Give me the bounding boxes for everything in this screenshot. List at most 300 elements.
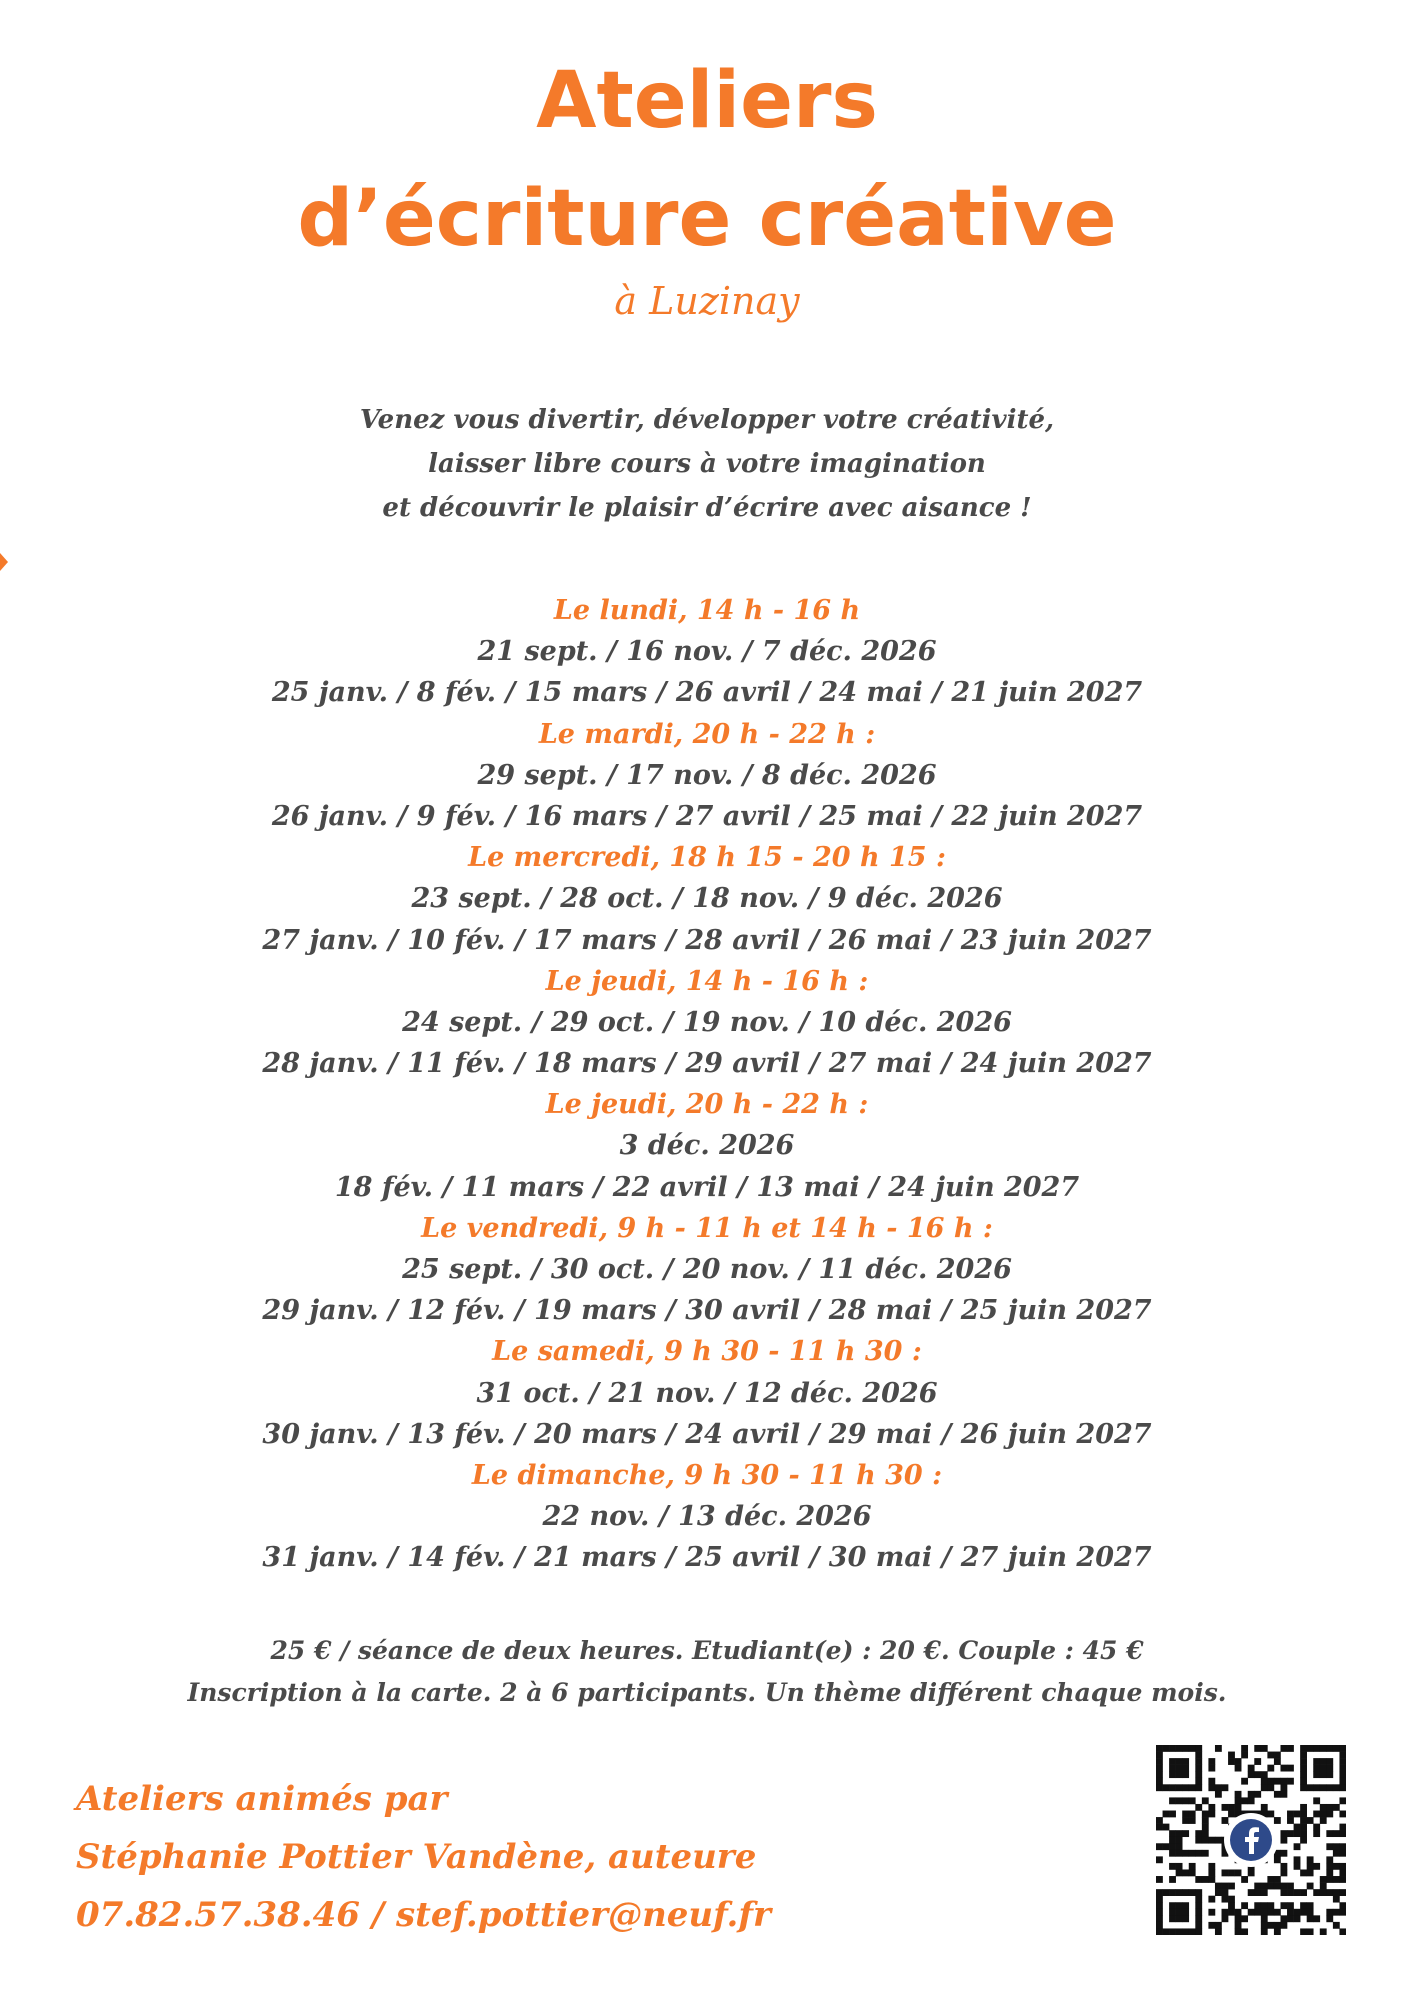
qr-module [1300,1752,1307,1759]
qr-module [1280,1765,1287,1772]
qr-module [1241,1902,1248,1909]
qr-module [1195,1784,1202,1791]
qr-module [1195,1745,1202,1752]
qr-module [1267,1922,1274,1929]
qr-module [1320,1928,1327,1935]
qr-module [1222,1896,1229,1903]
qr-module [1248,1909,1255,1916]
qr-module [1274,1883,1281,1890]
qr-module [1254,1889,1261,1896]
qr-module [1326,1784,1333,1791]
qr-module [1326,1830,1333,1837]
schedule-dates-2027: 18 fév. / 11 mars / 22 avril / 13 mai / 24 juin 2027 [334,1171,1080,1203]
qr-module [1195,1837,1202,1844]
qr-module [1169,1784,1176,1791]
qr-module [1294,1830,1301,1837]
qr-module [1339,1758,1346,1765]
qr-module [1287,1811,1294,1818]
qr-module [1307,1883,1314,1890]
qr-module [1267,1765,1274,1772]
schedule-dates-2026: 22 nov. / 13 déc. 2026 [542,1501,872,1533]
qr-module [1235,1928,1242,1935]
qr-module [1156,1824,1163,1831]
qr-module [1208,1876,1215,1883]
schedule-dates-2026: 29 sept. / 17 nov. / 8 déc. 2026 [477,759,937,791]
qr-module [1182,1784,1189,1791]
email-link[interactable]: stef.pottier@neuf.fr [396,1895,771,1935]
qr-module [1274,1752,1281,1759]
qr-module [1241,1745,1248,1752]
qr-module [1339,1797,1346,1804]
qr-module [1294,1889,1301,1896]
qr-module [1320,1889,1327,1896]
qr-module [1202,1850,1209,1857]
qr-code-icon[interactable] [1156,1745,1346,1935]
qr-module [1222,1915,1229,1922]
qr-module [1326,1876,1333,1883]
qr-module [1287,1817,1294,1824]
qr-module [1182,1771,1189,1778]
qr-module [1313,1830,1320,1837]
qr-module [1195,1889,1202,1896]
qr-module [1176,1797,1183,1804]
qr-module [1320,1758,1327,1765]
intro-line: Venez vous divertir, développer votre créativité, [359,405,1055,435]
qr-module [1176,1765,1183,1772]
qr-module [1280,1863,1287,1870]
qr-module [1287,1778,1294,1785]
qr-module [1326,1765,1333,1772]
qr-module [1176,1902,1183,1909]
qr-module [1333,1784,1340,1791]
qr-module [1176,1850,1183,1857]
qr-module [1169,1902,1176,1909]
schedule-day: Le lundi, 14 h - 16 h [553,595,861,626]
qr-module [1195,1902,1202,1909]
qr-module [1339,1830,1346,1837]
qr-module [1274,1817,1281,1824]
qr-module [1300,1758,1307,1765]
qr-module [1195,1928,1202,1935]
qr-module [1215,1922,1222,1929]
qr-module [1307,1856,1314,1863]
price-line: 25 € / séance de deux heures. Etudiant(e) : 20 €. Couple : 45 € [270,1636,1144,1665]
qr-module [1339,1752,1346,1759]
qr-module [1280,1889,1287,1896]
qr-module [1215,1928,1222,1935]
qr-module [1222,1869,1229,1876]
qr-module [1156,1817,1163,1824]
qr-module [1274,1791,1281,1798]
qr-module [1189,1863,1196,1870]
qr-module [1228,1758,1235,1765]
qr-module [1313,1915,1320,1922]
qr-module [1156,1784,1163,1791]
qr-module [1326,1771,1333,1778]
qr-module [1261,1915,1268,1922]
intro-text [0,398,1414,530]
qr-module [1339,1902,1346,1909]
schedule-dates-2027: 30 janv. / 13 fév. / 20 mars / 24 avril / 29 mai / 26 juin 2027 [262,1418,1152,1450]
qr-module [1189,1797,1196,1804]
qr-module [1280,1791,1287,1798]
qr-module [1182,1745,1189,1752]
qr-module [1156,1909,1163,1916]
qr-module [1208,1922,1215,1929]
qr-module [1182,1817,1189,1824]
qr-module [1182,1909,1189,1916]
qr-module [1333,1804,1340,1811]
qr-module [1156,1889,1163,1896]
qr-module [1215,1889,1222,1896]
qr-module [1228,1811,1235,1818]
qr-module [1182,1797,1189,1804]
qr-module [1300,1837,1307,1844]
qr-module [1176,1771,1183,1778]
qr-module [1156,1758,1163,1765]
qr-module [1313,1863,1320,1870]
qr-module [1339,1784,1346,1791]
qr-module [1320,1804,1327,1811]
schedule-day: Le mercredi, 18 h 15 - 20 h 15 : [468,842,946,874]
qr-module [1189,1869,1196,1876]
qr-module [1333,1843,1340,1850]
qr-module [1248,1889,1255,1896]
qr-module [1156,1876,1163,1883]
qr-module [1326,1745,1333,1752]
schedule-dates-2027: 26 janv. / 9 fév. / 16 mars / 27 avril / 25 mai / 22 juin 2027 [271,800,1143,832]
qr-module [1274,1928,1281,1935]
contact-details [76,1886,771,1944]
qr-module [1313,1797,1320,1804]
qr-module [1267,1876,1274,1883]
schedule-dates-2026: 23 sept. / 28 oct. / 18 nov. / 9 déc. 2026 [411,883,1003,915]
qr-module [1333,1863,1340,1870]
qr-module [1254,1771,1261,1778]
qr-module [1156,1896,1163,1903]
qr-module [1195,1876,1202,1883]
qr-module [1163,1928,1170,1935]
qr-module [1339,1928,1346,1935]
qr-module [1300,1778,1307,1785]
qr-module [1267,1784,1274,1791]
qr-module [1261,1922,1268,1929]
qr-module [1300,1902,1307,1909]
qr-module [1280,1778,1287,1785]
qr-module [1339,1889,1346,1896]
qr-module [1307,1745,1314,1752]
qr-module [1287,1889,1294,1896]
location-subtitle: à Luzinay [614,279,800,323]
qr-module [1267,1811,1274,1818]
qr-module [1228,1902,1235,1909]
qr-module [1208,1896,1215,1903]
qr-module [1300,1928,1307,1935]
contact-block [76,1770,771,1944]
qr-module [1208,1784,1215,1791]
qr-module [1241,1797,1248,1804]
qr-module [1339,1909,1346,1916]
qr-module [1202,1817,1209,1824]
qr-module [1307,1784,1314,1791]
qr-module [1254,1909,1261,1916]
intro-line: laisser libre cours à votre imagination [428,449,986,479]
qr-module [1320,1765,1327,1772]
qr-module [1248,1771,1255,1778]
qr-module [1280,1850,1287,1857]
qr-module [1169,1771,1176,1778]
qr-module [1169,1850,1176,1857]
qr-module [1156,1902,1163,1909]
qr-module [1182,1889,1189,1896]
qr-module [1287,1883,1294,1890]
schedule-day: Le vendredi, 9 h - 11 h et 14 h - 16 h : [421,1212,993,1244]
qr-module [1267,1902,1274,1909]
qr-module [1195,1915,1202,1922]
qr-module [1313,1824,1320,1831]
qr-module [1235,1765,1242,1772]
qr-module [1202,1830,1209,1837]
qr-module [1313,1765,1320,1772]
qr-module [1274,1758,1281,1765]
qr-module [1300,1817,1307,1824]
qr-module [1267,1778,1274,1785]
qr-module [1267,1909,1274,1916]
qr-module [1228,1804,1235,1811]
schedule-dates-2026: 24 sept. / 29 oct. / 19 nov. / 10 déc. 2026 [402,1006,1012,1038]
qr-module [1320,1745,1327,1752]
qr-module [1228,1896,1235,1903]
qr-module [1280,1915,1287,1922]
qr-module [1287,1765,1294,1772]
qr-module [1169,1843,1176,1850]
qr-module [1307,1928,1314,1935]
phone-link[interactable]: 07.82.57.38.46 [76,1895,360,1935]
schedule-day: Le jeudi, 14 h - 16 h : [545,965,869,997]
qr-module [1320,1817,1327,1824]
qr-module [1195,1771,1202,1778]
qr-module [1313,1784,1320,1791]
qr-module [1241,1928,1248,1935]
qr-module [1294,1843,1301,1850]
qr-module [1195,1804,1202,1811]
qr-module [1280,1837,1287,1844]
qr-module [1169,1889,1176,1896]
schedule-day: Le dimanche, 9 h 30 - 11 h 30 : [471,1459,943,1491]
qr-module [1169,1928,1176,1935]
schedule-dates-2026: 31 oct. / 21 nov. / 12 déc. 2026 [476,1377,938,1409]
qr-module [1300,1784,1307,1791]
schedule-dates-2027: 28 janv. / 11 fév. / 18 mars / 29 avril / 27 mai / 24 juin 2027 [262,1048,1152,1080]
qr-module [1208,1758,1215,1765]
qr-module [1241,1915,1248,1922]
schedule-dates-2026: 3 déc. 2026 [619,1130,795,1162]
qr-module [1189,1817,1196,1824]
qr-module [1294,1863,1301,1870]
qr-module [1241,1876,1248,1883]
qr-module [1339,1824,1346,1831]
qr-module [1222,1817,1229,1824]
qr-module [1156,1856,1163,1863]
qr-module [1169,1863,1176,1870]
qr-module [1339,1778,1346,1785]
qr-module [1287,1745,1294,1752]
title-line-1: Ateliers [536,56,878,146]
qr-module [1208,1863,1215,1870]
qr-module [1176,1869,1183,1876]
qr-module [1307,1869,1314,1876]
qr-module [1169,1745,1176,1752]
qr-module [1228,1752,1235,1759]
qr-module [1208,1869,1215,1876]
qr-module [1300,1909,1307,1916]
qr-module [1169,1797,1176,1804]
contact-separator: / [359,1895,397,1935]
qr-module [1333,1876,1340,1883]
qr-module [1235,1758,1242,1765]
qr-module [1333,1850,1340,1857]
qr-module [1294,1856,1301,1863]
qr-module [1235,1915,1242,1922]
qr-module [1320,1784,1327,1791]
qr-module [1235,1791,1242,1798]
qr-module [1208,1837,1215,1844]
qr-module [1235,1909,1242,1916]
qr-module [1326,1869,1333,1876]
qr-module [1320,1876,1327,1883]
qr-module [1195,1896,1202,1903]
qr-module [1156,1752,1163,1759]
qr-module [1280,1784,1287,1791]
qr-module [1215,1791,1222,1798]
qr-module [1339,1869,1346,1876]
qr-module [1241,1752,1248,1759]
pricing-info [0,1630,1414,1714]
qr-module [1189,1928,1196,1935]
qr-module [1176,1745,1183,1752]
qr-module [1182,1850,1189,1857]
qr-module [1195,1778,1202,1785]
qr-module [1228,1883,1235,1890]
qr-module [1176,1915,1183,1922]
qr-module [1163,1784,1170,1791]
qr-module [1307,1902,1314,1909]
qr-module [1287,1915,1294,1922]
qr-module [1307,1817,1314,1824]
qr-module [1215,1883,1222,1890]
qr-module [1300,1765,1307,1772]
schedule-dates-2026: 21 sept. / 16 nov. / 7 déc. 2026 [477,636,937,668]
qr-module [1339,1843,1346,1850]
qr-module [1182,1902,1189,1909]
title-line-2: d’écriture créative [297,174,1117,264]
qr-module [1307,1863,1314,1870]
qr-module [1156,1843,1163,1850]
qr-module [1294,1915,1301,1922]
qr-module [1156,1765,1163,1772]
qr-module [1274,1856,1281,1863]
qr-module [1267,1883,1274,1890]
qr-module [1254,1791,1261,1798]
qr-module [1333,1909,1340,1916]
qr-module [1176,1784,1183,1791]
schedule-day: Le jeudi, 20 h - 22 h : [545,1089,869,1121]
qr-module [1169,1811,1176,1818]
qr-module [1169,1909,1176,1916]
qr-module [1287,1830,1294,1837]
schedule-day: Le samedi, 9 h 30 - 11 h 30 : [492,1336,922,1368]
qr-module [1208,1811,1215,1818]
qr-module [1222,1804,1229,1811]
qr-module [1189,1811,1196,1818]
qr-module [1254,1902,1261,1909]
qr-module [1189,1745,1196,1752]
qr-module [1280,1922,1287,1929]
qr-module [1300,1824,1307,1831]
qr-module [1280,1830,1287,1837]
qr-module [1235,1804,1242,1811]
schedule-dates-2027: 27 janv. / 10 fév. / 17 mars / 28 avril / 26 mai / 23 juin 2027 [262,924,1152,956]
qr-module [1195,1909,1202,1916]
qr-module [1182,1830,1189,1837]
qr-module [1163,1889,1170,1896]
qr-module [1195,1922,1202,1929]
qr-module [1176,1909,1183,1916]
qr-module [1339,1765,1346,1772]
qr-module [1176,1758,1183,1765]
qr-module [1300,1811,1307,1818]
qr-module [1208,1909,1215,1916]
qr-module [1261,1902,1268,1909]
qr-module [1333,1830,1340,1837]
qr-module [1182,1869,1189,1876]
qr-module [1254,1883,1261,1890]
qr-module [1169,1915,1176,1922]
qr-module [1300,1804,1307,1811]
qr-module [1339,1876,1346,1883]
schedule-dates-2027: 31 janv. / 14 fév. / 21 mars / 25 avril / 30 mai / 27 juin 2027 [262,1542,1152,1574]
qr-module [1176,1830,1183,1837]
qr-module [1169,1830,1176,1837]
qr-module [1169,1837,1176,1844]
qr-module [1333,1889,1340,1896]
intro-line: et découvrir le plaisir d’écrire avec aisance ! [382,493,1032,523]
qr-module [1280,1883,1287,1890]
qr-module [1189,1784,1196,1791]
qr-module [1195,1830,1202,1837]
qr-module [1320,1811,1327,1818]
qr-module [1326,1811,1333,1818]
qr-module [1333,1745,1340,1752]
qr-module [1326,1915,1333,1922]
qr-module [1156,1771,1163,1778]
qr-module [1339,1745,1346,1752]
qr-module [1294,1811,1301,1818]
qr-module [1235,1922,1242,1929]
qr-module [1169,1758,1176,1765]
qr-module [1228,1909,1235,1916]
qr-module [1267,1752,1274,1759]
qr-module [1280,1745,1287,1752]
qr-module [1176,1837,1183,1844]
qr-module [1189,1850,1196,1857]
qr-module [1280,1902,1287,1909]
qr-module [1202,1811,1209,1818]
qr-module [1287,1909,1294,1916]
qr-module [1222,1909,1229,1916]
qr-module [1208,1778,1215,1785]
qr-module [1182,1928,1189,1935]
